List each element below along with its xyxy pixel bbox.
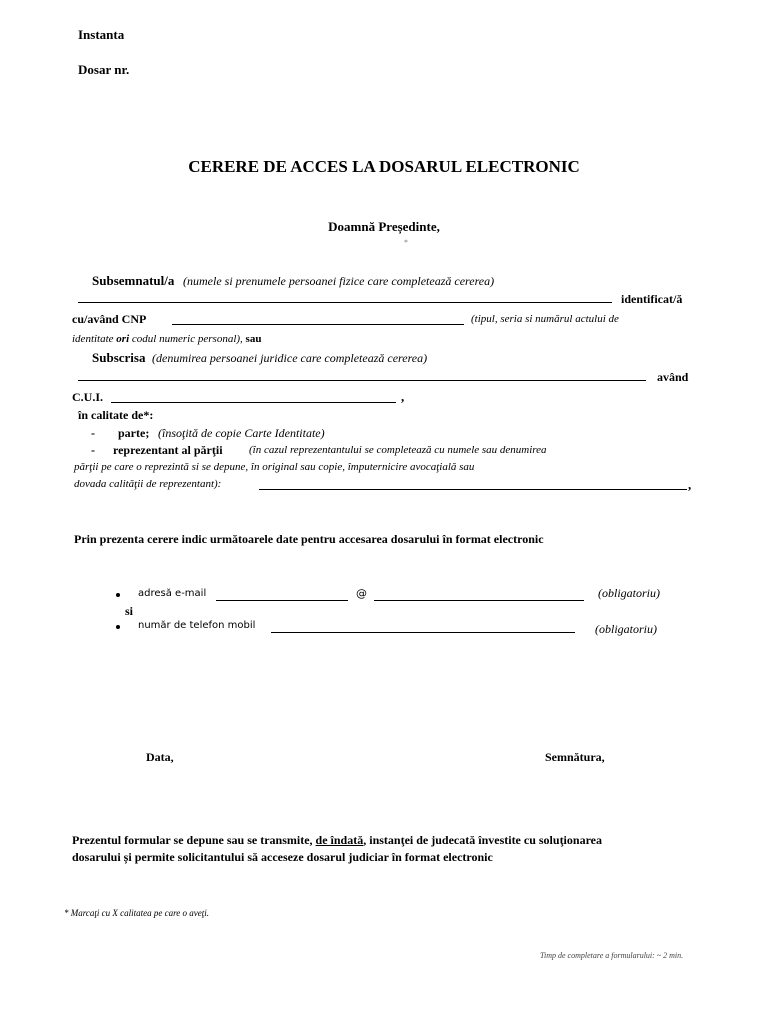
applicant-hint: (numele si prenumele persoanei fizice care completează cererea) bbox=[183, 274, 495, 288]
email-required: (obligatoriu) bbox=[598, 586, 660, 600]
salutation-mark: * bbox=[404, 238, 408, 247]
file-number-label: Dosar nr. bbox=[78, 62, 130, 77]
email-at-sign: @ bbox=[356, 587, 367, 600]
footnote: * Marcaţi cu X calitatea pe care o aveţi. bbox=[64, 908, 210, 918]
capacity-option-representative[interactable]: reprezentant al părţii bbox=[113, 443, 223, 457]
completion-time: Timp de completare a formularului: ~ 2 min. bbox=[540, 951, 684, 960]
capacity-party-hint: (însoţită de copie Carte Identitate) bbox=[158, 426, 325, 440]
capacity-dash-representative: - bbox=[91, 443, 95, 457]
salutation: Doamnă Președinte, bbox=[328, 219, 440, 234]
capacity-representative-hint: (în cazul reprezentantului se completează cu numele sau denumirea bbox=[249, 444, 547, 456]
representative-field[interactable] bbox=[259, 489, 687, 490]
identified-label: identificat/ă bbox=[621, 292, 683, 306]
company-label: Subscrisa bbox=[92, 350, 146, 365]
and-label: si bbox=[125, 604, 134, 618]
phone-label: număr de telefon mobil bbox=[138, 620, 256, 631]
date-label: Data, bbox=[146, 750, 174, 764]
notice-part-2: , instanţei de judecată învestite cu soluţionarea bbox=[363, 833, 603, 847]
signature-label: Semnătura, bbox=[545, 750, 605, 764]
notice-line-1 bbox=[72, 834, 602, 846]
or-label: sau bbox=[245, 333, 262, 345]
company-name-field[interactable] bbox=[78, 380, 646, 381]
phone-field[interactable] bbox=[271, 632, 575, 633]
court-label: Instanta bbox=[78, 27, 125, 42]
cui-field[interactable] bbox=[111, 402, 396, 403]
having-label: având bbox=[657, 370, 689, 384]
cnp-hint-2 bbox=[72, 334, 261, 345]
cui-comma: , bbox=[401, 389, 405, 404]
cnp-hint-identity: identitate bbox=[72, 333, 114, 345]
notice-emphasis: de îndată bbox=[315, 833, 364, 847]
representative-hint-3: dovada calităţii de reprezentant): bbox=[74, 478, 222, 490]
phone-required: (obligatoriu) bbox=[595, 622, 657, 636]
capacity-option-party[interactable]: parte; bbox=[118, 426, 150, 440]
cnp-hint-code: codul numeric personal), bbox=[131, 333, 243, 345]
representative-comma: , bbox=[688, 477, 692, 492]
data-request-intro: Prin prezenta cerere indic următoarele date pentru accesarea dosarului în format electronic bbox=[74, 532, 544, 546]
email-user-field[interactable] bbox=[216, 600, 348, 601]
cnp-label: cu/având CNP bbox=[72, 312, 147, 326]
bullet-icon bbox=[116, 593, 120, 597]
email-label: adresă e-mail bbox=[138, 588, 207, 599]
cnp-field[interactable] bbox=[172, 324, 464, 325]
representative-hint-2: părţii pe care o reprezintă si se depune, în original sau copie, împuternicire avocaţială sau bbox=[74, 461, 475, 473]
cnp-hint-or: ori bbox=[116, 333, 130, 345]
document-title: CERERE DE ACCES LA DOSARUL ELECTRONIC bbox=[188, 157, 580, 176]
notice-line-2: dosarului și permite solicitantului să acceseze dosarul judiciar în format electronic bbox=[72, 850, 493, 864]
bullet-icon bbox=[116, 625, 120, 629]
applicant-name-field[interactable] bbox=[78, 302, 612, 303]
email-domain-field[interactable] bbox=[374, 600, 584, 601]
cui-label: C.U.I. bbox=[72, 390, 104, 404]
cnp-hint-1: (tipul, seria si numărul actului de bbox=[471, 313, 619, 325]
applicant-label: Subsemnatul/a bbox=[92, 273, 175, 288]
notice-part-1: Prezentul formular se depune sau se transmite, bbox=[72, 833, 313, 847]
company-hint: (denumirea persoanei juridice care completează cererea) bbox=[152, 351, 428, 365]
capacity-label: în calitate de*: bbox=[78, 408, 154, 422]
capacity-dash-party: - bbox=[91, 426, 95, 440]
